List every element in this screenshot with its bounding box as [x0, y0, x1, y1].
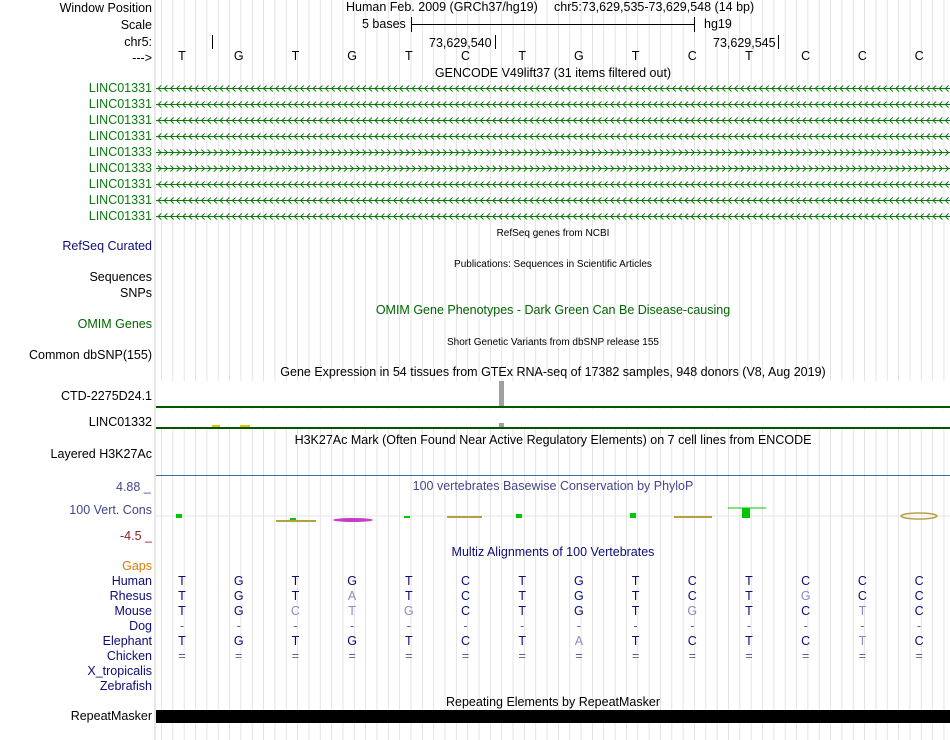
align-mouse-2: C: [290, 604, 300, 618]
align-dog-5: -: [463, 619, 468, 633]
align-human-0: T: [178, 574, 186, 588]
align-mouse-6: T: [518, 604, 526, 618]
align-mouse-0: T: [178, 604, 186, 618]
phylop-title[interactable]: 100 vertebrates Basewise Conservation by PhyloP: [412, 479, 694, 493]
gtex-label-1[interactable]: CTD-2275D24.1: [60, 389, 152, 403]
align-human-8: T: [631, 574, 640, 588]
align-chicken-4: =: [405, 649, 413, 663]
align-chicken-13: =: [915, 649, 923, 663]
strand-label[interactable]: --->: [132, 51, 152, 65]
align-mouse-7: G: [574, 604, 584, 618]
align-dog-3: -: [350, 619, 355, 633]
gencode-label-8[interactable]: LINC01331: [88, 209, 152, 223]
align-rhesus-6: T: [518, 589, 526, 603]
align-dog-0: -: [179, 619, 185, 633]
align-rhesus-13: C: [914, 589, 924, 603]
phylop-bar-2b: [276, 520, 316, 522]
phylop-bar-4: [447, 516, 482, 518]
align-mouse-5: C: [460, 604, 471, 618]
omim-title[interactable]: OMIM Gene Phenotypes - Dark Green Can Be Disease-causing: [375, 303, 731, 317]
phylop-bar-5: [516, 514, 522, 518]
gencode-label-0[interactable]: LINC01331: [88, 81, 152, 95]
align-elephant-9: C: [687, 634, 697, 648]
base-9: C: [687, 49, 697, 63]
align-rhesus-7: G: [574, 589, 584, 603]
species-label-elephant[interactable]: Elephant: [102, 634, 152, 648]
align-elephant-11: C: [801, 634, 811, 648]
repeatmasker-bar[interactable]: [156, 710, 950, 723]
base-12: C: [857, 49, 867, 63]
align-chicken-8: =: [631, 649, 640, 663]
align-elephant-10: T: [745, 634, 753, 648]
align-chicken-3: =: [348, 649, 356, 663]
dbsnp-title[interactable]: Short Genetic Variants from dbSNP release 155: [447, 337, 659, 348]
align-elephant-12: T: [858, 634, 867, 648]
base-10: T: [745, 49, 753, 63]
align-dog-1: -: [236, 619, 241, 633]
chrom-label: chr5:: [124, 35, 152, 49]
gencode-label-2[interactable]: LINC01331: [88, 113, 152, 127]
align-elephant-2: T: [291, 634, 300, 648]
align-rhesus-3: A: [347, 589, 357, 603]
h3k27ac-title[interactable]: H3K27Ac Mark (Often Found Near Active Regulatory Elements) on 7 cell lines from ENCODE: [294, 433, 812, 447]
base-2: T: [291, 49, 300, 63]
align-dog-10: -: [746, 619, 752, 633]
gencode-label-5[interactable]: LINC01333: [88, 161, 152, 175]
phylop-bar-3: [404, 516, 410, 518]
gencode-label-4[interactable]: LINC01333: [88, 145, 152, 159]
repeatmasker-title[interactable]: Repeating Elements by RepeatMasker: [445, 695, 660, 709]
align-chicken-12: =: [858, 649, 867, 663]
gencode-label-3[interactable]: LINC01331: [88, 129, 152, 143]
align-human-9: C: [687, 574, 697, 588]
phylop-bar-1: [176, 514, 182, 518]
species-label-mouse[interactable]: Mouse: [114, 604, 152, 618]
window-position-label: Window Position: [59, 1, 152, 15]
coord-label-2: 73,629,545: [713, 36, 776, 50]
align-chicken-10: =: [745, 649, 753, 663]
align-mouse-13: C: [914, 604, 924, 618]
species-label-dog[interactable]: Dog: [129, 619, 152, 633]
align-dog-12: -: [860, 619, 865, 633]
align-elephant-6: T: [518, 634, 526, 648]
publications-title[interactable]: Publications: Sequences in Scientific Articles: [454, 259, 652, 270]
base-13: C: [914, 49, 924, 63]
align-human-11: C: [801, 574, 811, 588]
align-human-5: C: [460, 574, 471, 588]
position-text: chr5:73,629,535-73,629,548 (14 bp): [554, 0, 755, 14]
phylop-bar-6: [630, 513, 636, 518]
align-mouse-9: G: [687, 604, 698, 618]
refseq-label[interactable]: RefSeq Curated: [62, 239, 152, 253]
phylop-bar-8: [742, 508, 750, 518]
align-rhesus-2: T: [291, 589, 300, 603]
align-rhesus-11: G: [800, 589, 811, 603]
phylop-bar-7: [674, 516, 712, 518]
align-rhesus-9: C: [687, 589, 697, 603]
phylop-neg-1: [333, 518, 373, 522]
align-elephant-13: C: [914, 634, 924, 648]
align-human-12: C: [857, 574, 867, 588]
align-rhesus-1: G: [233, 589, 244, 603]
h3k27ac-label[interactable]: Layered H3K27Ac: [50, 447, 152, 461]
species-label-zebrafish[interactable]: Zebrafish: [99, 679, 152, 693]
coord-label-1: 73,629,540: [429, 36, 492, 50]
align-chicken-7: =: [575, 649, 583, 663]
refseq-title[interactable]: RefSeq genes from NCBI: [496, 228, 610, 239]
scale-text: 5 bases: [362, 17, 406, 31]
align-mouse-12: T: [858, 604, 867, 618]
phylop-label[interactable]: 100 Vert. Cons: [69, 503, 152, 517]
align-elephant-0: T: [178, 634, 186, 648]
align-human-2: T: [291, 574, 300, 588]
gencode-label-1[interactable]: LINC01331: [88, 97, 152, 111]
align-elephant-7: A: [574, 634, 584, 648]
align-dog-11: -: [803, 619, 808, 633]
align-dog-7: -: [576, 619, 581, 633]
gtex-label-2[interactable]: LINC01332: [88, 415, 152, 429]
align-chicken-11: =: [802, 649, 810, 663]
gtex-title[interactable]: Gene Expression in 54 tissues from GTEx RNA-seq of 17382 samples, 948 donors (V8, Aug 2019): [280, 365, 826, 379]
align-rhesus-5: C: [460, 589, 471, 603]
align-elephant-1: G: [233, 634, 244, 648]
align-rhesus-0: T: [178, 589, 186, 603]
phylop-max: 4.88 _: [116, 480, 151, 494]
align-chicken-6: =: [518, 649, 526, 663]
sequences-label[interactable]: Sequences: [89, 270, 152, 284]
align-dog-4: -: [406, 619, 411, 633]
align-elephant-3: G: [347, 634, 357, 648]
align-mouse-1: G: [233, 604, 244, 618]
align-dog-2: -: [293, 619, 298, 633]
species-label-x_tropicalis[interactable]: X_tropicalis: [87, 664, 152, 678]
align-rhesus-4: T: [404, 589, 413, 603]
base-0: T: [178, 49, 186, 63]
align-mouse-3: T: [348, 604, 356, 618]
align-elephant-4: T: [404, 634, 413, 648]
align-rhesus-10: T: [745, 589, 753, 603]
base-7: G: [574, 49, 584, 63]
align-chicken-0: =: [178, 649, 186, 663]
snps-label[interactable]: SNPs: [120, 286, 152, 300]
multiz-title[interactable]: Multiz Alignments of 100 Vertebrates: [451, 545, 655, 559]
align-chicken-1: =: [235, 649, 243, 663]
species-label-human[interactable]: Human: [111, 574, 152, 588]
align-elephant-8: T: [631, 634, 640, 648]
align-mouse-10: T: [745, 604, 753, 618]
align-dog-6: -: [520, 619, 525, 633]
base-8: T: [631, 49, 640, 63]
align-human-4: T: [404, 574, 413, 588]
omim-label[interactable]: OMIM Genes: [77, 317, 152, 331]
base-4: T: [404, 49, 413, 63]
align-human-1: G: [233, 574, 244, 588]
align-dog-13: -: [917, 619, 922, 633]
align-human-13: C: [914, 574, 924, 588]
base-5: C: [460, 49, 471, 63]
align-mouse-8: T: [631, 604, 640, 618]
align-chicken-5: =: [461, 649, 470, 663]
align-human-7: G: [574, 574, 584, 588]
align-dog-9: -: [690, 619, 695, 633]
species-label-rhesus[interactable]: Rhesus: [109, 589, 152, 603]
base-3: G: [347, 49, 357, 63]
align-rhesus-8: T: [631, 589, 640, 603]
assembly-text: Human Feb. 2009 (GRCh37/hg19): [346, 0, 538, 14]
align-mouse-11: C: [801, 604, 811, 618]
scale-db-text: hg19: [704, 17, 732, 31]
align-chicken-2: =: [291, 649, 300, 663]
gencode-title[interactable]: GENCODE V49lift37 (31 items filtered out): [434, 66, 672, 80]
align-mouse-4: G: [403, 604, 414, 618]
dbsnp-label[interactable]: Common dbSNP(155): [29, 348, 152, 362]
base-6: T: [518, 49, 526, 63]
phylop-min: -4.5 _: [120, 529, 152, 543]
align-human-3: G: [347, 574, 357, 588]
gencode-label-7[interactable]: LINC01331: [88, 193, 152, 207]
align-rhesus-12: C: [857, 589, 867, 603]
repeatmasker-label[interactable]: RepeatMasker: [70, 709, 152, 723]
scale-label: Scale: [120, 18, 152, 32]
align-chicken-9: =: [688, 649, 696, 663]
gencode-label-6[interactable]: LINC01331: [88, 177, 152, 191]
base-1: G: [233, 49, 244, 63]
align-human-10: T: [745, 574, 753, 588]
align-dog-8: -: [633, 619, 638, 633]
base-11: C: [801, 49, 811, 63]
align-elephant-5: C: [460, 634, 471, 648]
gaps-label[interactable]: Gaps: [122, 559, 152, 573]
species-label-chicken[interactable]: Chicken: [106, 649, 152, 663]
align-human-6: T: [518, 574, 526, 588]
